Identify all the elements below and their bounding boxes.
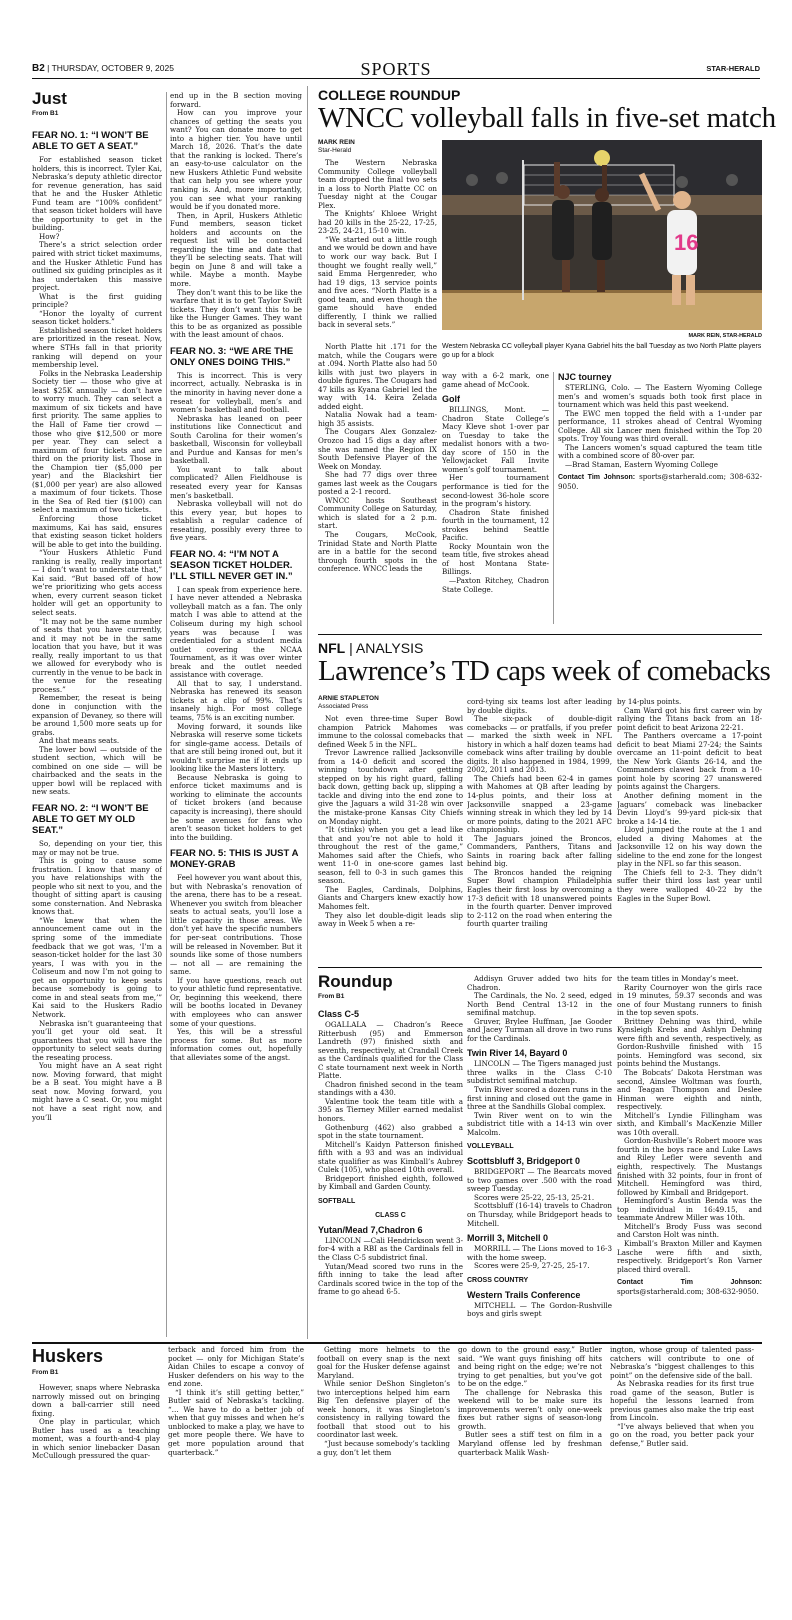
wncc-column-3 <box>558 372 762 626</box>
paragraph: “We knew that when the announcement came out in the spring some of the immediate feedback that we got was, ‘I’m a season-ticket holder for the last 30 years, I was with you in the Coliseum and now I’m not going to get an opportunity to keep seats because somebody is going to come in and steal seats from me,’” Kai said to the Huskers Radio Network. <box>32 915 162 1019</box>
paragraph: BRIDGEPORT — The Bearcats moved to two games over .500 with the road sweep Tuesday. <box>467 1167 612 1194</box>
paragraph: Scores were 25-9, 27-25, 25-17. <box>474 1261 590 1271</box>
roundup-title: Roundup <box>318 972 393 991</box>
njc-heading: NJC tourney <box>558 372 612 382</box>
paragraph: —Paxton Ritchey, Chadron State College. <box>442 576 549 594</box>
paragraph: Mitchell’s Brody Fuss was second and Carston Holt was ninth. <box>617 1221 762 1240</box>
paragraph: Gothenburg (462) also grabbed a spot in the state tournament. <box>318 1122 463 1141</box>
paragraph: Mitchell’s Kaidyn Patterson finished fifth with a 93 and was an individual state qualifier as was Kimball’s Aubrey Culek (105), who placed 10th overall. <box>318 1139 463 1175</box>
paragraph: The Jaguars joined the Broncos, Commanders, Panthers, Titans and Saints in roaring back after falling behind big. <box>467 833 612 869</box>
cross-country-label: CROSS COUNTRY <box>467 1276 529 1284</box>
paragraph: LINCOLN —Cali Hendrickson went 3-for-4 with a RBI as the Cardinals fell in the Class C-5 subdistrict final. <box>318 1235 463 1263</box>
byline-name: MARK REIN <box>318 139 355 146</box>
paragraph: Trevor Lawrence rallied Jacksonville from a 14-0 deficit and scored the winning touchdown after getting stepped on by his right guard, falling back down, getting back up, slipping a tackle and diving into the end zone to give the Jaguars a wild 31-28 win over the mistake-prone Kansas City Chiefs on Monday night. <box>318 748 463 826</box>
paragraph: One play in particular, which Butler has used as a teaching moment, was a fourth-and-4 play in which senior linebacker Dasan McCullough pressured the quar- <box>32 1417 160 1461</box>
paragraph: Butler sees a stiff test on film in a Maryland offense led by freshman quarterback Malik Wash- <box>458 1430 602 1457</box>
wncc-byline <box>318 139 438 155</box>
nfl-kicker-label: NFL <box>318 640 346 656</box>
nfl-column-2 <box>467 698 612 965</box>
roundup-column-1 <box>318 1004 463 1337</box>
paragraph: Her tournament performance is tied for the second-lowest 36-hole score in the program’s history. <box>442 473 549 509</box>
huskers-column-2 <box>168 1346 304 1462</box>
paragraph: Valentine took the team title with a 395 as Tierney Miller earned medalist honors. <box>318 1096 463 1124</box>
paragraph: “It may not be the same number of seats that you have currently, and it may not be in the same location that you have, but it was really, really important to us that we allowed for everybody who is currently in the venue to be back in the venue for the reseating process.” <box>32 616 162 694</box>
paragraph: Mitchell’s Lyndie Fillingham was sixth, and Kimball’s MacKenzie Miller was 10th overall. <box>617 1110 762 1137</box>
paragraph: The Cougars Alex Gonzalez-Orozco had 15 digs a day after she was named the Region IX South Defensive Player of the Week on Monday. <box>318 427 437 471</box>
paragraph: LINCOLN — The Tigers managed just three walks in the Class C-10 subdistrict semifinal matchup. <box>467 1059 612 1086</box>
paragraph: go down to the ground easy,” Butler said. “We want guys finishing off hits and being right on the edge; we’re not trying to get penalties, but you’ve got to be on the edge.” <box>458 1346 602 1389</box>
paragraph: “It (stinks) when you get a lead like that and you’re not able to hold it throughout the rest of the game,” Mahomes said after the Chiefs, who went 11-0 in one-score games last season, fell to 0-3 in such games this season. <box>318 825 463 886</box>
paragraph: Gordon-Rushville’s Robert moore was fourth in the boys race and Luke Laws and Riley Lefler were seventh and eighth, respectively. The Mustangs finished with 32 points, four in front of Mitchell. Hemingford was third, followed by Kimball and Bridgeport. <box>617 1136 762 1197</box>
paragraph: Bridgeport finished eighth, followed by Kimball and Garden County. <box>318 1173 463 1192</box>
paragraph: Kimball’s Braxton Miller and Kaymen Lasche were fifth and sixth, respectively. Bridgeport’s Ron Varner placed third overall. <box>617 1238 762 1274</box>
wncc-column-1-lower <box>318 343 437 626</box>
section-rule <box>32 1342 762 1344</box>
newspaper-name: STAR-HERALD <box>706 64 760 73</box>
paragraph: The Western Nebraska Community College volleyball team dropped the final two sets in a loss to North Platte CC on Tuesday night at the Cougar Plex. <box>318 159 437 210</box>
paragraph: Addisyn Gruver added two hits for Chadron. <box>467 975 612 992</box>
huskers-column-3 <box>317 1346 450 1462</box>
paragraph: While senior DeShon Singleton’s two interceptions helped him earn Big Ten defensive player of the week honors, it was Singleton’s consistency in rallying toward the football that stood out to his coordinator last week. <box>317 1379 450 1440</box>
paragraph: All that to say, I understand. Nebraska has renewed its season tickets at a clip of 99%. That’s insanely high. For most college teams, 75% is an exciting number. <box>170 678 302 722</box>
paragraph: The Chiefs had been 62-4 in games with Mahomes at QB after leading by 14-plus points, and their loss at Jacksonville snapped a 23-game winning streak in which they led by 14 or more points, dating to the 2021 AFC championship. <box>467 773 612 835</box>
paragraph: way with a 6-2 mark, one game ahead of McCook. <box>442 372 549 389</box>
paragraph: Natalia Nowak had a team-high 35 assists. <box>318 410 437 428</box>
paragraph: The Knights’ Khloee Wright had 20 kills in the 25-22, 17-25, 23-25, 24-21, 15-10 win. <box>318 209 437 236</box>
yutan-heading: Yutan/Mead 7,Chadron 6 <box>318 1224 423 1235</box>
western-trails-heading: Western Trails Conference <box>467 1289 581 1300</box>
volleyball-photo-graphic <box>442 140 762 330</box>
byline-org: Associated Press <box>318 703 369 710</box>
just-column-2 <box>170 92 302 1339</box>
paragraph: Not even three-time Super Bowl champion Patrick Mahomes was immune to the colossal comebacks that defined Week 5 in the NFL. <box>318 715 463 749</box>
college-roundup-kicker: COLLEGE ROUNDUP <box>318 87 461 103</box>
paragraph: I can speak from experience here. I have never attended a Nebraska volleyball match as a fan. The only match I was able to attend at the Coliseum during my high school years was because I was credentialed for a student media outlet covering the NCAA Tournament, as it was over winter break and the outlet needed assistance with coverage. <box>170 584 302 680</box>
fear-2-heading: FEAR NO. 2: “I WON’T BE ABLE TO GET MY OLD SEAT.” <box>32 803 149 837</box>
contact-info: sports@starherald.com; 308-632-9050. <box>617 1286 759 1296</box>
paragraph: “Just because somebody’s tackling a guy, don’t let them <box>317 1439 450 1457</box>
wncc-column-2 <box>442 372 549 626</box>
paragraph: Yes, this will be a stressful process for some. But as more information comes out, hopefully that alleviates some of the angst. <box>170 1027 302 1062</box>
paragraph: Yutan/Mead scored two runs in the fifth inning to take the lead after Cardinals scored twice in the top of the frame to go ahead 6-5. <box>318 1261 463 1297</box>
roundup-from: From B1 <box>318 993 345 1000</box>
contact-line <box>617 1278 762 1296</box>
contact-line <box>558 473 762 491</box>
nfl-byline <box>318 695 458 711</box>
paragraph: Feel however you want about this, but with Nebraska’s renovation of the arena, there has to be a reseat. Whenever you switch from bleacher seats to actual seats, you’ll lose a little capacity in those areas. We don’t yet have the specific numbers for per-seat contributions. Those will be released in November. But it sounds like some of those numbers — not all — are remaining the same. <box>170 873 302 977</box>
class-c-label: CLASS C <box>375 1211 406 1219</box>
paragraph: Enforcing those ticket maximums, Kai has said, ensures that existing season ticket holders will be able to get into the building. <box>32 513 162 549</box>
paragraph: Getting more helmets to the football on every snap is the next goal for the Husker defense against Maryland. <box>317 1346 450 1380</box>
contact-label: Contact Tim Johnson: <box>617 1279 762 1287</box>
svg-text:16: 16 <box>674 230 699 255</box>
paragraph: Gruver, Brylee Huffman, Jae Gooder and Jacey Turman all drove in two runs for the Cardinals. <box>467 1016 612 1043</box>
paragraph: by 14-plus points. <box>617 698 682 706</box>
paragraph: This is going to cause some frustration. I know that many of you have relationships with the people who sit next to you, and the thought of sitting apart is causing some consternation. And Nebraska knows that. <box>32 856 162 917</box>
morrill-heading: Morrill 3, Mitchell 0 <box>467 1233 549 1244</box>
class-c5-heading: Class C-5 <box>318 1009 360 1019</box>
paragraph: How can you improve your chances of getting the seats you want? You can donate more to get into a higher tier. You have until March 18, 2026. That’s the date that the ranking is locked. There’s an easy-to-use calculator on the new Huskers Athletic Fund website that can help you see where your ranking is. And, more importantly, you can see what your ranking would be if you donated more. <box>170 108 302 212</box>
paragraph: Chadron State finished fourth in the tournament, 12 strokes behind Seattle Pacific. <box>442 507 549 543</box>
paragraph: Nebraska has leaned on peer institutions like Connecticut and South Carolina for their women’s basketball, Wisconsin for volleyball and Purdue and Kansas for men’s basketball. <box>170 413 302 466</box>
roundup-column-3 <box>617 975 762 1337</box>
paragraph: They don’t want this to be like the warfare that it is to get Taylor Swift tickets. They don’t want this to be like the Hunger Games. They want this to be as organized as possible with the least amount of chaos. <box>170 287 302 340</box>
paragraph: The Panthers overcame a 17-point deficit to beat Miami 27-24; the Saints overcame an 11-point deficit to beat the New York Giants 26-14, and the Commanders clawed back from a 10-point hole by scoring 27 unanswered points against the Chargers. <box>617 731 762 792</box>
paragraph: This is incorrect. This is very incorrect, actually. Nebraska is in the minority in having never done a reseat for volleyball, men’s and women’s basketball and football. <box>170 370 302 415</box>
paragraph: BILLINGS, Mont. — Chadron State College’s Macy Kleve shot 1-over par on Tuesday to take the medalist honors with a two-day score of 150 in the Yellowjacket Fall Invite women’s golf tournament. <box>442 405 549 474</box>
huskers-column-4 <box>458 1346 602 1462</box>
paragraph: “Honor the loyalty of current season ticket holders.” <box>32 308 162 327</box>
column-rule <box>166 92 167 1337</box>
paragraph: Remember, the reseat is being done in conjunction with the expansion of Devaney, so there will be around 1,500 more seats up for grabs. <box>32 693 162 737</box>
just-column-1 <box>32 124 162 1339</box>
paragraph: If you have questions, reach out to your athletic fund representative. Or, beginning this weekend, there will be booths located in Devaney with employees who can answer some of your questions. <box>170 975 302 1028</box>
nfl-kicker-analysis: ANALYSIS <box>355 640 424 656</box>
paragraph: However, snaps where Nebraska narrowly missed out on bringing down a ball-carrier still need fixing. <box>32 1384 160 1418</box>
huskers-column-5 <box>610 1346 754 1462</box>
paragraph: Scottsbluff (16-14) travels to Chadron on Thursday, while Bridgeport heads to Mitchell. <box>467 1201 612 1228</box>
paragraph: As Nebraska readies for its first true road game of the season, Butler is hopeful the lessons learned from previous games also make the trip east from Lincoln. <box>610 1379 754 1423</box>
paragraph: Another defining moment in the Jaguars’ comeback was linebacker Devin Lloyd’s 99-yard pick-six that broke a 14-14 tie. <box>617 791 762 826</box>
paragraph: Twin River scored a dozen runs in the first inning and closed out the game in three at the Sandhills Global complex. <box>467 1085 612 1112</box>
page-header <box>32 60 760 79</box>
paragraph: “I think it’s still getting better,” Butler said of Nebraska’s tackling. “… We have to do a better job of when that guy misses and when he’s unblocked to make a play, we have to get more people there. We have to get more population around that quarterback.” <box>168 1387 304 1457</box>
paragraph: They also let double-digit leads slip away in Week 5 when a re- <box>318 910 463 929</box>
paragraph: Cam Ward got his first career win by rallying the Titans back from an 18-point deficit to beat Arizona 22-21. <box>617 705 762 732</box>
paragraph: cord-tying six teams lost after leading by double digits. <box>467 698 612 715</box>
paragraph: “We started out a little rough and we would be down and have to work our way back. But I thought we fought really well,” said Emma Hergenreder, who had 19 digs, 13 service points and five aces. “North Platte is a good team, and even though the game should have ended differently, I think we rallied back in several sets.” <box>318 234 437 330</box>
paragraph: the team titles in Monday’s meet. <box>617 975 739 983</box>
paragraph: How? <box>39 231 60 241</box>
paragraph: Established season ticket holders are prioritized in the reseat. Now, where STHs fall in that priority ranking will depend on your membership level. <box>32 325 162 370</box>
paragraph: MORRILL — The Lions moved to 16-3 with the home sweep. <box>467 1244 612 1262</box>
contact-info: sports@starherald.com; 308-632-9050. <box>558 472 762 492</box>
paragraph: Then, in April, Huskers Athletic Fund members, season ticket holders and accounts on the request list will be contacted regarding the time and date that they’ll be selecting seats. That will begin on June 8 and will take a while. Maybe a month. Maybe more. <box>170 210 302 289</box>
fear-4-heading: FEAR NO. 4: “I’M NOT A SEASON TICKET HOLDER. I’LL STILL NEVER GET IN.” <box>170 548 293 582</box>
paragraph: Moving forward, it sounds like Nebraska will reserve some tickets for single-game access. Details of that are still being ironed out, but it wouldn’t surprise me if it ends up looking like the Masters lottery. <box>170 721 302 774</box>
paragraph: Brittney Dehning was third, while Kynsleigh Krebs and Ashlyn Dehning were fifth and seventh, respectively, as Gordon-Rushville finished with 15 points. Hemingford was second, six points behind the Mustangs. <box>617 1016 762 1069</box>
paragraph: end up in the B section moving forward. <box>170 92 302 109</box>
paragraph: The six-pack of double-digit comebacks — or pratfalls, if you prefer — marked the sixth week in NFL history in which a half dozen teams had comeback wins after trailing by double digits. It also happened in 1984, 1999, 2002, 2011 and 2013. <box>467 714 612 775</box>
paragraph: Because Nebraska is going to enforce ticket maximums and is working to eliminate the accounts of ticket brokers (and because capacity is increasing), there should be some avenues for fans who aren’t season ticket holders to get into the building. <box>170 772 302 842</box>
paragraph: Scores were 25-22, 25-13, 25-21. <box>474 1192 595 1202</box>
paragraph: ington, whose group of talented pass-catchers will contribute to one of Nebraska’s “biggest challenges to this point” on the defensive side of the ball. <box>610 1346 754 1380</box>
byline-org: Star-Herald <box>318 147 352 154</box>
paragraph: What is the first guiding principle? <box>32 291 162 310</box>
paragraph: Nebraska isn’t guaranteeing that you’ll get your old seat. It guarantees that you will have the opportunity to select seats during the reseating process. <box>32 1018 162 1062</box>
section-rule <box>318 967 762 968</box>
section-rule <box>318 634 762 635</box>
golf-heading: Golf <box>442 394 460 405</box>
nfl-column-1 <box>318 715 463 965</box>
scottsbluff-heading: Scottsbluff 3, Bridgeport 0 <box>467 1156 581 1167</box>
paragraph: The Bobcats’ Dakota Herstman was second, Ainslee Woltman was fourth, and Teagan Thompson and Deslee Hinman were eighth and ninth, respectively. <box>617 1068 762 1112</box>
paragraph: You might have an A seat right now. Moving forward, that might be a B seat. You might have a B seat now. Moving forward, you might have a C seat. Or, you might not have a seat right now, and you’ll <box>32 1061 162 1122</box>
paragraph: Folks in the Nebraska Leadership Society tier — those who give at least $25K annually — don’t have to worry much. They can select a maximum of six tickets and have first priority. The same applies to the Hall of Fame tier crowd — those who give $12,500 or more per year. They can select a maximum of four tickets and are third on the priority list. Those in the Champion tier ($5,000 per year) and the Blackshirt tier ($1,000 per year) are also allowed a maximum of four tickets. Those in the Sea of Red tier ($100) can select a maximum of two tickets. <box>32 368 162 515</box>
paragraph: Rarity Cournoyer won the girls race in 19 minutes, 59.37 seconds and was one of four Mustang runners to finish in the top seven spots. <box>617 982 762 1018</box>
paragraph: So, depending on your tier, this may or may not be true. <box>32 839 162 857</box>
paragraph: Hemingford’s Austin Benda was the top individual in 16:49.15, and teammate Andrew Miller was 10th. <box>617 1196 762 1223</box>
fear-5-heading: FEAR NO. 5: THIS IS JUST A MONEY-GRAB <box>170 848 299 871</box>
paragraph: MITCHELL — The Gordon-Rushville boys and girls swept <box>467 1300 612 1319</box>
paragraph: “Your Huskers Athletic Fund ranking is really, really important — I don’t want to understate that,” Kai said. “But based off of how we’re prioritizing who gets access when, every current season ticket holder will get an opportunity to select seats. <box>32 548 162 617</box>
paragraph: terback and forced him from the pocket — only for Michigan State’s Aidan Chiles to escape a convoy of Husker defenders on his way to the end zone. <box>168 1346 304 1389</box>
paragraph: “I’ve always believed that when you go on the road, you better pack your defense,” Butler said. <box>610 1421 754 1449</box>
just-title: Just <box>32 89 67 108</box>
paragraph: The EWC men topped the field with a 1-under par performance, 11 strokes ahead of Central Wyoming College. All six Lancer men finished within the Top 20 spots. Troy Young was third overall. <box>558 408 762 444</box>
paragraph: You want to talk about complicated? Allen Fieldhouse is reseated every year for Kansas men’s basketball. <box>170 464 302 500</box>
column-rule <box>553 372 554 624</box>
paragraph: —Brad Staman, Eastern Wyoming College <box>565 459 718 469</box>
paragraph: Twin River went on to win the subdistrict title with a 14-13 win over Malcolm. <box>467 1110 612 1137</box>
paragraph: For established season ticket holders, this is incorrect. Tyler Kai, Nebraska’s deputy athletic director for revenue generation, has said that he and the Husker Athletic Fund team are “100% confident” that season ticket holders will have the opportunity to get in the building. <box>32 155 162 233</box>
paragraph: OGALLALA — Chadron’s Reece Ritterbush (95) and Emmerson Landreth (97) finished sixth and seventh, respectively, at Crandall Creek as the Cardinals qualified for the Class C state tournament next week in North Platte. <box>318 1020 463 1081</box>
photo-caption: Western Nebraska CC volleyball player Kyana Gabriel hits the ball Tuesday as two North Platte players go up for a block <box>442 343 762 359</box>
nfl-kicker: NFL | ANALYSIS <box>318 640 424 656</box>
byline-name: ARNIE STAPLETON <box>318 695 379 702</box>
paragraph: Rocky Mountain won the team title, five strokes ahead of host Montana State-Billings. <box>442 541 549 577</box>
paragraph: STERLING, Colo. — The Eastern Wyoming College men’s and women’s squads both took first place in tournament which was held this past weekend. <box>558 383 762 410</box>
paragraph: Lloyd jumped the route at the 1 and eluded a diving Mahomes at the Jacksonville 12 on his way down the sideline to the end zone for the longest play in the NFL so far this season. <box>617 825 762 869</box>
issue-date: THURSDAY, OCTOBER 9, 2025 <box>51 63 174 73</box>
huskers-column-1 <box>32 1384 160 1462</box>
twin-river-heading: Twin River 14, Bayard 0 <box>467 1048 568 1059</box>
paragraph: The Lancers women’s squad captured the team title with a combined score of 80-over par. <box>558 442 762 461</box>
wncc-headline: WNCC volleyball falls in five-set match <box>318 102 776 134</box>
just-from: From B1 <box>32 110 59 117</box>
paragraph: WNCC hosts Southeast Community College on Saturday, which is slated for a 2 p.m. start. <box>318 495 437 531</box>
volleyball-label: VOLLEYBALL <box>467 1143 514 1151</box>
paragraph: The challenge for Nebraska this weekend will to be make sure its improvements weren’t only one-week fixes but rather signs of season-long growth. <box>458 1387 602 1431</box>
huskers-from: From B1 <box>32 1369 59 1376</box>
paragraph: North Platte hit .171 for the match, while the Cougars were at .094. North Platte also had 50 kills with just two players in double figures. The Cougars had 47 kills as Kyana Gabriel led the way with 14. Keira Zelada added eight. <box>318 343 437 411</box>
section-name: SPORTS <box>360 59 432 79</box>
column-rule <box>307 86 308 1339</box>
volleyball-photo <box>442 140 762 330</box>
contact-label: Contact Tim Johnson: <box>558 474 636 482</box>
huskers-title: Huskers <box>32 1346 104 1366</box>
paragraph: The Chiefs fell to 2-3. They didn’t suffer their third loss last year until they were walloped 40-22 by the Eagles in the Super Bowl. <box>617 867 762 903</box>
paragraph: The Cardinals, the No. 2 seed, edged North Bend Central 13-12 in the semifinal matchup. <box>467 991 612 1018</box>
paragraph: And that means seats. <box>39 736 120 746</box>
paragraph: The Cougars, McCook, Trinidad State and North Platte are in a battle for the second through fourth spots in the conference. WNCC leads the <box>318 530 437 574</box>
photo-credit: MARK REIN, STAR-HERALD <box>688 333 762 339</box>
nfl-column-3 <box>617 698 762 965</box>
paragraph: Nebraska volleyball will not do this every year, but hopes to establish a regular cadence of reseating, possibly every three to five years. <box>170 499 302 543</box>
softball-label: SOFTBALL <box>318 1197 356 1205</box>
paragraph: The Eagles, Cardinals, Dolphins, Giants and Chargers knew exactly how Mahomes felt. <box>318 884 463 912</box>
folio: B2 | THURSDAY, OCTOBER 9, 2025 <box>32 63 174 74</box>
roundup-column-2 <box>467 975 612 1337</box>
paragraph: The Broncos handed the reigning Super Bowl champion Philadelphia Eagles their first loss by overcoming a 17-3 deficit with 18 unanswered points in the fourth quarter. Denver improved to 2-112 on the road when entering the fourth quarter trailing <box>467 867 612 929</box>
nfl-headline: Lawrence’s TD caps week of comebacks <box>318 655 771 687</box>
page-number: B2 <box>32 63 45 74</box>
fear-3-heading: FEAR NO. 3: “WE ARE THE ONLY ONES DOING THIS.” <box>170 345 294 368</box>
paragraph: She had 77 digs over three games last week as the Cougars posted a 2-1 record. <box>318 470 437 497</box>
paragraph: Chadron finished second in the team standings with a 430. <box>318 1079 463 1098</box>
paragraph: The lower bowl — outside of the student section, which will be combined on one side — will be chairbacked and the seats in the upper bowl will be replaced with new seats. <box>32 744 162 797</box>
fear-1-heading: FEAR NO. 1: “I WON’T BE ABLE TO GET A SEAT.” <box>32 130 149 152</box>
paragraph: There’s a strict selection order paired with strict ticket maximums, and the Husker Athletic Fund has outlined six guiding principles as it has undertaken this massive project. <box>32 240 162 293</box>
